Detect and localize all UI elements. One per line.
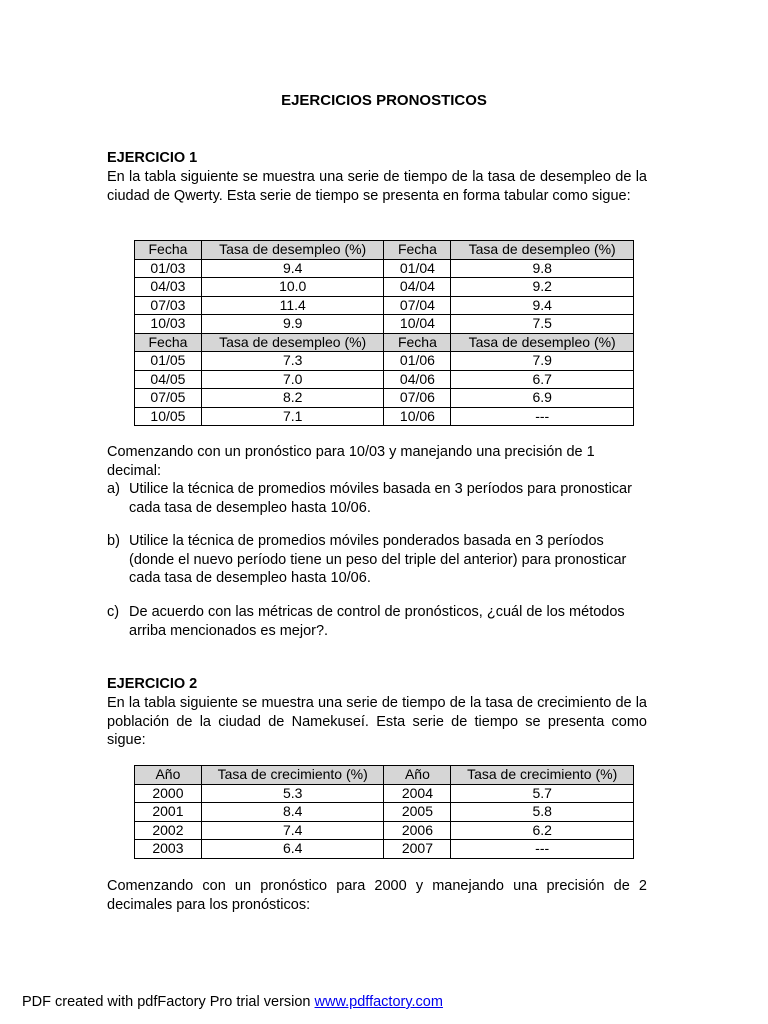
table-cell: 9.4 <box>451 296 634 315</box>
question-label: c) <box>107 604 120 620</box>
table-cell: 8.4 <box>201 803 384 822</box>
question-c <box>107 603 652 640</box>
table-cell: 10/05 <box>135 407 202 426</box>
table-header-row <box>135 241 634 260</box>
growth-table <box>134 765 634 859</box>
table-cell: 10.0 <box>201 278 384 297</box>
table-cell: 04/06 <box>384 370 451 389</box>
exercise-2-heading: EJERCICIO 2 <box>107 676 198 692</box>
table-cell: 2006 <box>384 821 451 840</box>
question-label: b) <box>107 533 120 549</box>
question-b <box>107 532 652 588</box>
table-cell: 2004 <box>384 784 451 803</box>
table-cell: 10/06 <box>384 407 451 426</box>
question-label: a) <box>107 481 120 497</box>
table-cell: 6.2 <box>451 821 634 840</box>
table-cell: 6.9 <box>451 389 634 408</box>
table-cell: 01/03 <box>135 259 202 278</box>
table-row <box>135 370 634 389</box>
table-row <box>135 278 634 297</box>
table-cell: 04/04 <box>384 278 451 297</box>
header-cell: Tasa de desempleo (%) <box>201 333 384 352</box>
table-cell: --- <box>451 407 634 426</box>
table-cell: 10/03 <box>135 315 202 334</box>
table-cell: 04/03 <box>135 278 202 297</box>
table-cell: 9.8 <box>451 259 634 278</box>
table-cell: 2007 <box>384 840 451 859</box>
table-cell: 2002 <box>135 821 202 840</box>
table-cell: 7.0 <box>201 370 384 389</box>
exercise-1-heading: EJERCICIO 1 <box>107 150 198 166</box>
table-header-row <box>135 766 634 785</box>
table-cell: 6.4 <box>201 840 384 859</box>
table-cell: 2003 <box>135 840 202 859</box>
header-cell: Fecha <box>135 241 202 260</box>
table-cell: 2005 <box>384 803 451 822</box>
table-cell: 9.2 <box>451 278 634 297</box>
table-cell: 07/04 <box>384 296 451 315</box>
table-cell: 04/05 <box>135 370 202 389</box>
page-title: EJERCICIOS PRONOSTICOS <box>281 92 487 109</box>
footer-text: PDF created with pdfFactory Pro trial version <box>22 994 315 1010</box>
question-a <box>107 480 652 517</box>
table-cell: 11.4 <box>201 296 384 315</box>
table-cell: 9.9 <box>201 315 384 334</box>
table-cell: 10/04 <box>384 315 451 334</box>
header-cell: Fecha <box>135 333 202 352</box>
table-cell: 07/06 <box>384 389 451 408</box>
table-cell: 01/05 <box>135 352 202 371</box>
footer-link[interactable]: www.pdffactory.com <box>314 994 443 1010</box>
header-cell: Tasa de crecimiento (%) <box>451 766 634 785</box>
table-row <box>135 389 634 408</box>
table-cell: 07/05 <box>135 389 202 408</box>
table-row <box>135 803 634 822</box>
header-cell: Año <box>384 766 451 785</box>
table-cell: 01/04 <box>384 259 451 278</box>
header-cell: Año <box>135 766 202 785</box>
header-cell: Tasa de desempleo (%) <box>451 241 634 260</box>
table-row <box>135 296 634 315</box>
header-cell: Fecha <box>384 241 451 260</box>
table-cell: 5.8 <box>451 803 634 822</box>
table-cell: 07/03 <box>135 296 202 315</box>
table-cell: 01/06 <box>384 352 451 371</box>
table-row <box>135 821 634 840</box>
header-cell: Fecha <box>384 333 451 352</box>
table-header-row <box>135 333 634 352</box>
header-cell: Tasa de crecimiento (%) <box>201 766 384 785</box>
table-cell: --- <box>451 840 634 859</box>
table-cell: 5.7 <box>451 784 634 803</box>
question-text: De acuerdo con las métricas de control de pronósticos, ¿cuál de los métodos arriba mencionados es mejor?. <box>129 604 625 639</box>
table-cell: 7.5 <box>451 315 634 334</box>
table-cell: 5.3 <box>201 784 384 803</box>
exercise-2-lead: Comenzando con un pronóstico para 2000 y manejando una precisión de 2 decimales para los pronósticos: <box>107 878 647 913</box>
unemployment-table <box>134 240 634 426</box>
exercise-1-lead: Comenzando con un pronóstico para 10/03 y manejando una precisión de 1 decimal: <box>107 444 595 479</box>
header-cell: Tasa de desempleo (%) <box>201 241 384 260</box>
table-cell: 6.7 <box>451 370 634 389</box>
question-text: Utilice la técnica de promedios móviles basada en 3 períodos para pronosticar cada tasa de desempleo hasta 10/06. <box>129 481 632 516</box>
table-cell: 2001 <box>135 803 202 822</box>
table-cell: 7.3 <box>201 352 384 371</box>
question-text: Utilice la técnica de promedios móviles ponderados basada en 3 períodos (donde el nuevo período tiene un peso del triple del anterior) para pronosticar cada tasa de desempleo hasta 10/06. <box>129 533 627 586</box>
table-cell: 7.4 <box>201 821 384 840</box>
table-row <box>135 407 634 426</box>
table-row <box>135 784 634 803</box>
table-row <box>135 259 634 278</box>
table-cell: 2000 <box>135 784 202 803</box>
table-cell: 9.4 <box>201 259 384 278</box>
table-row <box>135 840 634 859</box>
exercise-2-intro: En la tabla siguiente se muestra una serie de tiempo de la tasa de crecimiento de la población de la ciudad de Namekuseí. Esta serie de tiempo se presenta como sigue: <box>107 695 647 748</box>
exercise-1-intro: En la tabla siguiente se muestra una serie de tiempo de la tasa de desempleo de la ciudad de Qwerty. Esta serie de tiempo se presenta en forma tabular como sigue: <box>107 169 647 204</box>
pdf-footer <box>22 994 443 1010</box>
header-cell: Tasa de desempleo (%) <box>451 333 634 352</box>
table-cell: 7.1 <box>201 407 384 426</box>
table-cell: 8.2 <box>201 389 384 408</box>
table-row <box>135 352 634 371</box>
table-row <box>135 315 634 334</box>
table-cell: 7.9 <box>451 352 634 371</box>
